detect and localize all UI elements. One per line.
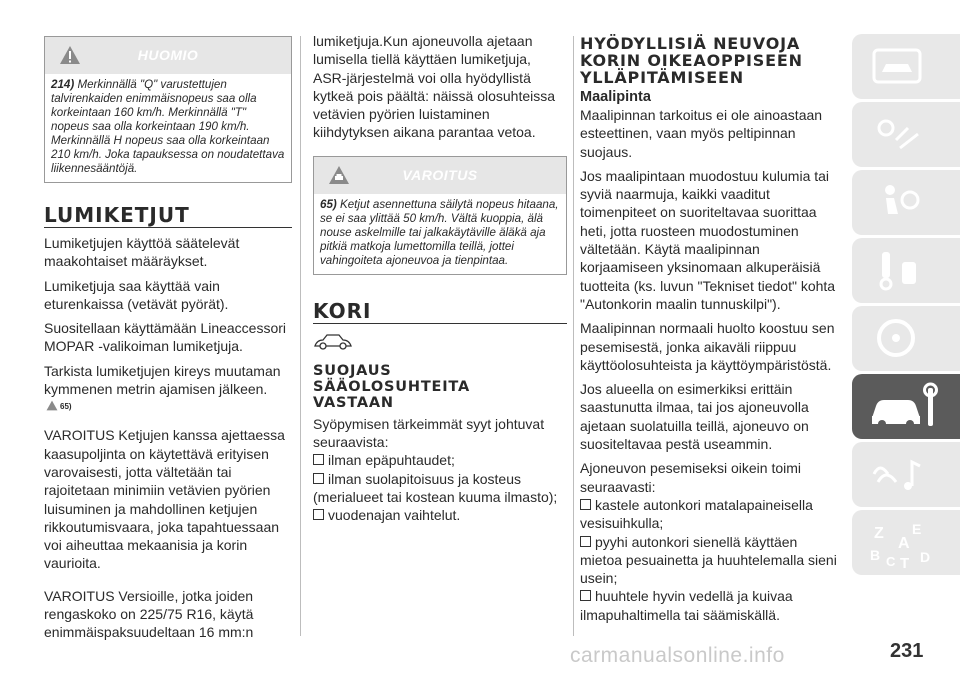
key-icon <box>868 246 928 294</box>
heading-line: YLLÄPITÄMISEEN <box>580 68 744 87</box>
bullet-icon <box>580 499 591 510</box>
column-divider <box>573 36 574 636</box>
media-music-icon <box>868 450 928 498</box>
reference-number: 65) <box>60 402 72 412</box>
list-item <box>580 587 838 624</box>
note-header <box>45 37 291 74</box>
subheading-maalipinta: Maalipinta <box>580 89 651 105</box>
svg-text:C: C <box>886 554 896 569</box>
heading-line: HYÖDYLLISIÄ NEUVOJA <box>580 34 801 53</box>
steering-wheel-icon <box>868 314 928 362</box>
paragraph: lumiketjuja.Kun ajoneuvolla ajetaan lumisella tiellä käyttäen lumiketjuja, ASR-järjestelmä voi olla hyödyllistä kytkeä pois päältä: näissä olosuhteissa vetävien pyörien luistaminen kiihdytyksen aikana parantaa vetoa. <box>313 33 556 141</box>
car-info-icon <box>868 42 928 90</box>
list-item <box>580 533 838 588</box>
bullet-icon <box>580 536 591 547</box>
bullet-icon <box>313 509 324 520</box>
column-left <box>44 0 292 642</box>
note-title: VAROITUS <box>402 166 478 183</box>
paragraph: Lumiketjujen käyttöä säätelevät maakohtaiset määräykset. <box>44 235 240 270</box>
bullet-icon <box>313 473 324 484</box>
subheading-line: VASTAAN <box>313 394 394 411</box>
car-wrench-icon <box>868 382 944 432</box>
tab-maintenance[interactable] <box>852 374 960 439</box>
note-header <box>314 157 566 194</box>
section-heading-lumiketjut <box>44 203 292 228</box>
heading-text: KORI <box>313 298 372 323</box>
note-box-huomio <box>44 36 292 183</box>
tab-safety[interactable] <box>852 170 960 235</box>
paragraph: Tarkista lumiketjujen kireys muutaman kymmenen metrin ajamisen jälkeen. <box>44 362 281 398</box>
car-body-icon <box>313 332 353 350</box>
paragraph: Ajoneuvon pesemiseksi oikein toimi seuraavasti: <box>580 460 801 495</box>
column-middle <box>313 0 567 525</box>
list-item <box>313 470 567 507</box>
tab-car-info[interactable] <box>852 34 960 99</box>
watermark: carmanualsonline.info <box>570 644 785 667</box>
warning-reference <box>44 398 292 416</box>
note-body <box>314 194 566 274</box>
list-item <box>580 496 838 533</box>
list-item-text: huuhtele hyvin vedellä ja kuivaa ilmapuhaltimella tai säämiskällä. <box>580 588 793 623</box>
paragraph: Jos maalipintaan muodostuu kulumia tai syviä naarmuja, kaikki vaaditut toimenpiteet on suoriteltavaa suorittaa heti, jotta ruosteen muodostuminen vältetään. Käytä maalipinnan korjaamiseen yksinomaan alkuperäisiä tuotteita (ks. luvun "Tekniset tiedot" kohta "Autonkorin maalin tunnuskilpi"). <box>580 167 836 312</box>
note-text: Ketjut asennettuna säilytä nopeus hitaana, se ei saa ylittää 50 km/h. Vältä kuoppia, älä nouse askelmille tai jalkakäytäville äläkä aja pitkiä matkoja lumettomilla teillä, jottei vahingoiteta ajoneuvoa ja tienpintaa. <box>320 197 559 267</box>
paragraph: VAROITUS Versioille, jotka joiden rengaskoko on 225/75 R16, käytä enimmäispaksuudeltaan 16 mm:n <box>44 587 254 641</box>
svg-text:Z: Z <box>874 525 884 542</box>
tab-index[interactable] <box>852 510 960 575</box>
paragraph: Jos alueella on esimerkiksi erittäin saastunutta ilmaa, tai jos ajoneuvolla ajetaan suolatuilla teillä, ajoneuvo on suositeltavaa pestä useammin. <box>580 381 809 453</box>
svg-text:B: B <box>870 547 881 563</box>
column-divider <box>300 36 301 636</box>
paragraph: Suositellaan käyttämään Lineaccessori MOPAR -valikoiman lumiketjuja. <box>44 320 287 355</box>
subheading-line: SÄÄOLOSUHTEITA <box>313 378 470 395</box>
bullet-icon <box>580 590 591 601</box>
paragraph: Maalipinnan normaali huolto koostuu sen pesemisestä, jonka aikaväli riippuu käyttöolosuhteista ja käyttöympäristöstä. <box>580 320 835 373</box>
small-warning-icon <box>46 400 58 411</box>
alphabet-index-icon <box>868 518 938 570</box>
section-heading-kori <box>313 299 567 324</box>
list-item <box>313 506 567 524</box>
note-number: 214) <box>51 78 75 91</box>
note-box-varoitus <box>313 156 567 275</box>
note-body <box>45 74 291 182</box>
paragraph: Lumiketjuja saa käyttää vain eturenkaissa (vetävät pyörät). <box>44 277 229 312</box>
list-item-text: pyyhi autonkori sienellä käyttäen mietoa pesuainetta ja huuhtelemalla sieni usein; <box>580 533 837 587</box>
tab-multimedia[interactable] <box>852 442 960 507</box>
svg-text:E: E <box>912 521 922 537</box>
svg-text:T: T <box>900 555 910 570</box>
tab-driving[interactable] <box>852 306 960 371</box>
page-number: 231 <box>890 640 924 662</box>
column-right <box>580 0 838 624</box>
list-item-text: ilman suolapitoisuus ja kosteus (merialueet tai kostean kuuma ilmasto); <box>313 470 558 505</box>
tab-starting[interactable] <box>852 238 960 303</box>
list-item <box>313 451 567 469</box>
tab-dashboard-lights[interactable] <box>852 102 960 167</box>
heading-text: LUMIKETJUT <box>44 203 190 227</box>
note-title: HUOMIO <box>137 47 199 63</box>
airbag-seat-icon <box>868 178 928 226</box>
heading-line: KORIN OIKEAOPPISEEN <box>580 51 803 70</box>
paragraph: Maalipinnan tarkoitus ei ole ainoastaan esteettinen, vaan myös peltipinnan suojaus. <box>580 107 823 160</box>
svg-text:D: D <box>920 549 931 565</box>
paragraph: VAROITUS Ketjujen kanssa ajettaessa kaasupoljinta on käytettävä erityisen varovaisesti, jotta vältetään tai rajoitetaan minimiin vetävien pyörien luisuminen ja mahdollinen ketjujen rikkoutumisvaara, joka tapahtuessaan voi aiheuttaa mekaanisia ja korin vaurioita. <box>44 427 285 572</box>
bullet-icon <box>313 454 324 465</box>
svg-text:A: A <box>898 535 910 552</box>
paragraph: Syöpymisen tärkeimmät syyt johtuvat seuraavista: <box>313 415 545 451</box>
note-number: 65) <box>320 197 337 211</box>
dashboard-lights-icon <box>868 110 928 158</box>
subheading-line: SUOJAUS <box>313 362 392 379</box>
note-text: Merkinnällä "Q" varustettujen talvirenkaiden enimmäisnopeus saa olla korkeintaan 160 km/h. Merkinnällä "T" nopeus saa olla korkeintaan 190 km/h. Merkinnällä H nopeus saa olla korkeintaan 210 km/h. Joka tapauksessa on noudatettava liikennesääntöjä. <box>51 78 285 175</box>
list-item-text: kastele autonkori matalapaineisella vesisuihkulla; <box>580 496 813 532</box>
list-item-text: ilman epäpuhtaudet; <box>328 452 455 469</box>
list-item-text: vuodenajan vaihtelut. <box>328 507 461 524</box>
